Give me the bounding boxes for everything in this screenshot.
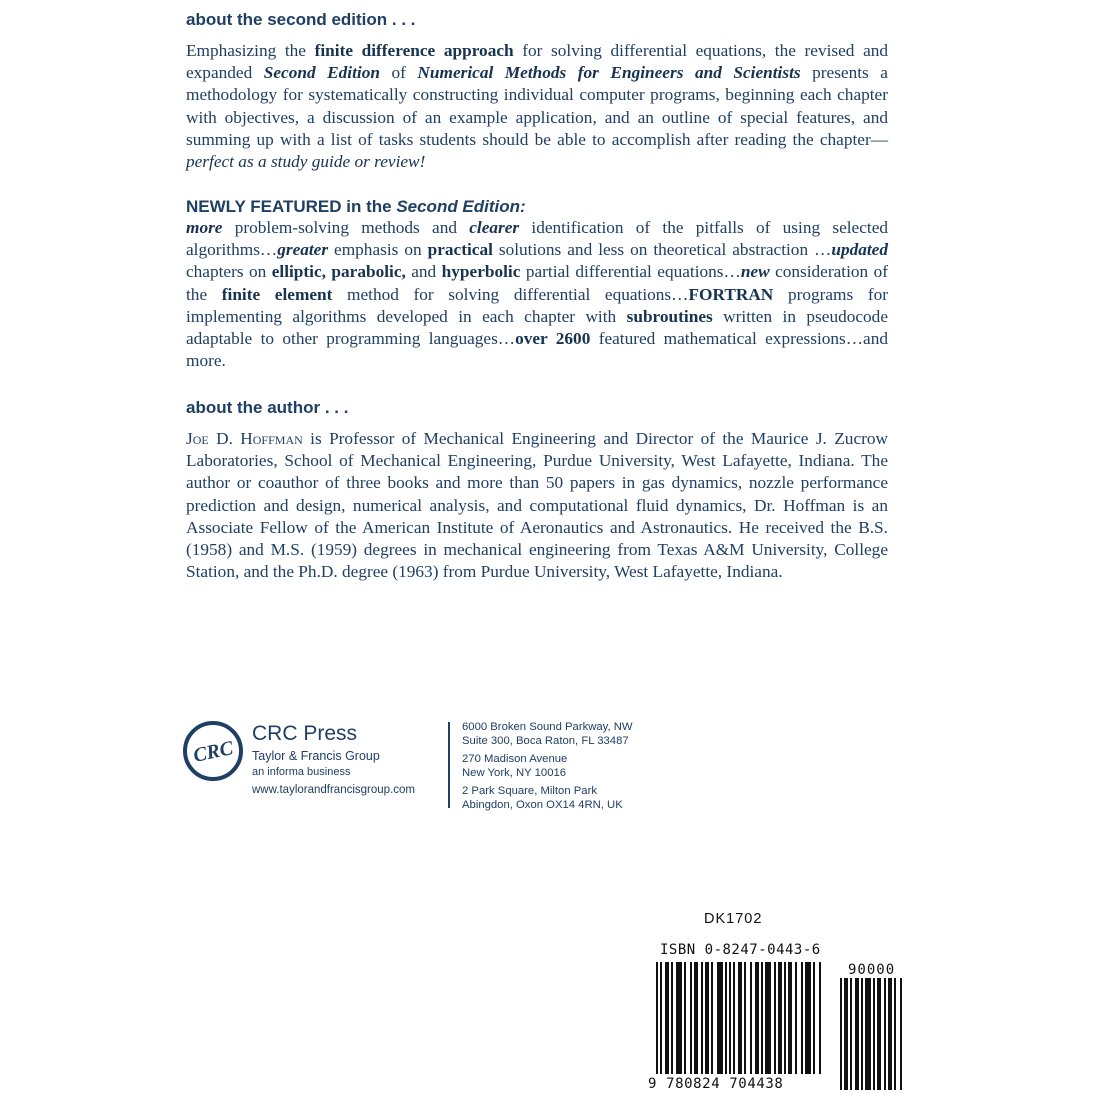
addon-barcode-icon	[840, 978, 916, 1090]
publisher-informa: an informa business	[252, 766, 351, 778]
isbn-text: ISBN 0-8247-0443-6	[660, 942, 821, 958]
publisher-addresses	[462, 721, 633, 812]
address-line: Suite 300, Boca Raton, FL 33487	[462, 734, 629, 747]
publisher-url[interactable]: www.taylorandfrancisgroup.com	[252, 784, 415, 796]
product-code: DK1702	[704, 911, 763, 927]
about-author-heading: about the author . . .	[186, 398, 349, 417]
address-line: 6000 Broken Sound Parkway, NW	[462, 721, 633, 733]
ean-barcode-icon	[656, 962, 824, 1078]
publisher-divider	[448, 722, 450, 808]
author-name: Joe D. Hoffman	[186, 429, 303, 448]
address-line: Abingdon, Oxon OX14 4RN, UK	[462, 798, 623, 811]
second-edition-heading: about the second edition . . .	[186, 10, 416, 29]
address-line: New York, NY 10016	[462, 766, 567, 779]
second-edition-paragraph: Emphasizing the finite difference approach for solving differential equations, the revised and expanded Second Edition of Numerical Methods for Engineers and Scientists presents a methodology for systematically constructing individual computer programs, beginning each chapter with objectives, a discussion of an example application, and an outline of special features, and summing up with a list of tasks students should be able to accomplish after reading the chapter—perfect as a study guide or review!	[186, 41, 889, 172]
address-line: 2 Park Square, Milton Park	[462, 785, 597, 797]
newly-featured-heading: NEWLY FEATURED in the Second Edition:	[186, 197, 526, 216]
svg-text:CRC: CRC	[191, 737, 236, 767]
publisher-name: CRC Press	[252, 722, 358, 745]
publisher-group: Taylor & Francis Group	[252, 749, 380, 763]
newly-featured-paragraph: more problem-solving methods and clearer identification of the pitfalls of using selected algorithms…greater emphasis on practical solutions and less on theoretical abstraction …updated chapters on elliptic, parabolic, and hyperbolic partial differential equations…new consideration of the finite element method for solving differential equations…FORTRAN programs for implementing algorithms developed in each chapter with subroutines written in pseudocode adaptable to other programming languages…over 2600 featured mathematical expressions…and more.	[186, 218, 889, 371]
crc-logo-icon	[182, 720, 244, 782]
author-bio-paragraph: Joe D. Hoffman is Professor of Mechanical Engineering and Director of the Maurice J. Zucrow Laboratories, School of Mechanical Engineering, Purdue University, West Lafayette, Indiana. The author or coauthor of three books and more than 50 papers in gas dynamics, nozzle performance prediction and design, numerical analysis, and computational fluid dynamics, Dr. Hoffman is an Associate Fellow of the American Institute of Aeronautics and Astronautics. He received the B.S. (1958) and M.S. (1959) degrees in mechanical engineering from Texas A&M University, College Station, and the Ph.D. degree (1963) from Purdue University, West Lafayette, Indiana.	[186, 429, 888, 582]
price-code: 90000	[848, 962, 896, 978]
barcode-digits: 9 780824 704438	[648, 1076, 784, 1092]
address-line: 270 Madison Avenue	[462, 753, 568, 765]
